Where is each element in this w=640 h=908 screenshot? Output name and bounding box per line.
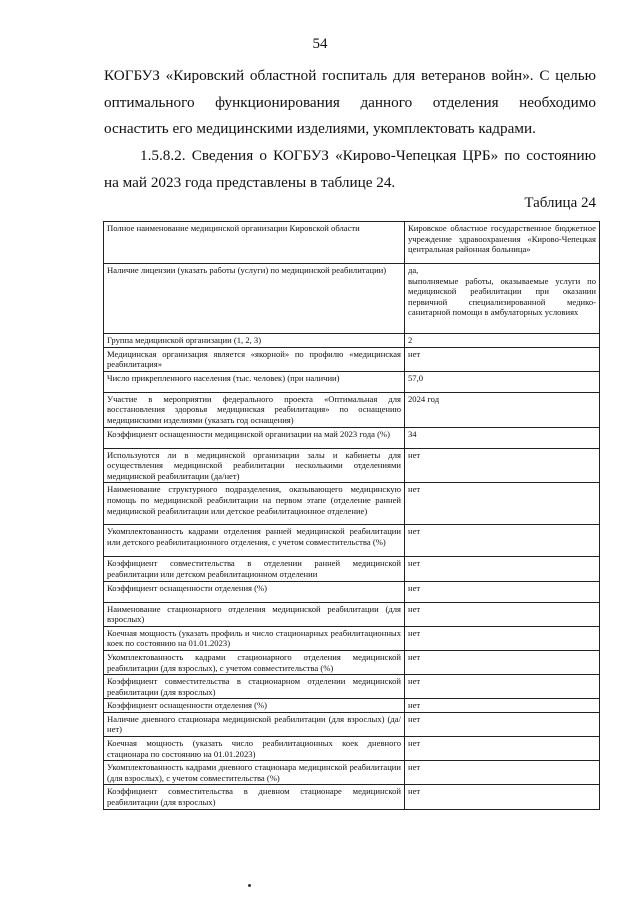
table-row bbox=[104, 557, 600, 581]
table-row bbox=[104, 264, 600, 334]
table-cell-value: нет bbox=[405, 581, 600, 602]
table-cell-label: Медицинская организация является «якорной» по профилю «медицинская реабилитация» bbox=[104, 347, 405, 371]
table-cell-value: нет bbox=[405, 347, 600, 371]
table-cell-value: 57,0 bbox=[405, 371, 600, 392]
table-cell-label: Коэффициент совместительства в стационарном отделении медицинской реабилитации (для взрослых) bbox=[104, 675, 405, 699]
table-row bbox=[104, 347, 600, 371]
table-cell-value: нет bbox=[405, 626, 600, 650]
table-cell-value: Кировское областное государственное бюджетное учреждение здравоохранения «Кирово-Чепецкая центральная районная больница» bbox=[405, 222, 600, 264]
table-row bbox=[104, 427, 600, 448]
data-table bbox=[103, 221, 600, 810]
table-cell-value: нет bbox=[405, 737, 600, 761]
table-row bbox=[104, 222, 600, 264]
table-row bbox=[104, 712, 600, 736]
scan-dot-mark bbox=[248, 884, 251, 887]
table-row bbox=[104, 392, 600, 427]
table-body bbox=[104, 222, 600, 810]
body-paragraph-2: 1.5.8.2. Сведения о КОГБУЗ «Кирово-Чепецкая ЦРБ» по состоянию на май 2023 года представлены в таблице 24. bbox=[104, 147, 596, 191]
table-cell-label: Наличие лицензии (указать работы (услуги) по медицинской реабилитации) bbox=[104, 264, 405, 334]
table-cell-label: Число прикрепленного населения (тыс. человек) (при наличии) bbox=[104, 371, 405, 392]
table-row bbox=[104, 602, 600, 626]
table-cell-value: да, выполняемые работы, оказываемые услуги по медицинской реабилитации при оказании первичной специализированной медико-санитарной помощи в амбулаторных условиях bbox=[405, 264, 600, 334]
table-cell-label: Используются ли в медицинской организации залы и кабинеты для осуществления медицинской реабилитации несколькими отделениями медицинской реабилитации (да/нет) bbox=[104, 448, 405, 483]
table-cell-value: нет bbox=[405, 699, 600, 713]
table-row bbox=[104, 737, 600, 761]
table-cell-value: 34 bbox=[405, 427, 600, 448]
table-cell-label: Коечная мощность (указать профиль и число стационарных реабилитационных коек по состоянию на 01.01.2023) bbox=[104, 626, 405, 650]
table-cell-label: Коэффициент совместительства в дневном стационаре медицинской реабилитации (для взрослых) bbox=[104, 785, 405, 809]
table-row bbox=[104, 650, 600, 674]
table-cell-label: Участие в мероприятии федерального проекта «Оптимальная для восстановления здоровья медицинская реабилитация» по оснащению медицинскими изделиями (указать год оснащения) bbox=[104, 392, 405, 427]
page-number: 54 bbox=[312, 36, 328, 52]
table-cell-label: Укомплектованность кадрами отделения ранней медицинской реабилитации или детского реабилитационного отделения, с учетом совместительства (%) bbox=[104, 525, 405, 557]
body-paragraph-1: КОГБУЗ «Кировский областной госпиталь для ветеранов войн». С целью оптимального функционирования данного отделения необходимо оснастить его медицинскими изделиями, укомплектовать кадрами. bbox=[104, 67, 596, 137]
table-cell-label: Укомплектованность кадрами стационарного отделения медицинской реабилитации (для взрослых), с учетом совместительства (%) bbox=[104, 650, 405, 674]
table-cell-value: 2 bbox=[405, 334, 600, 348]
table-cell-label: Наличие дневного стационара медицинской реабилитации (для взрослых) (да/нет) bbox=[104, 712, 405, 736]
table-cell-label: Коэффициент оснащенности отделения (%) bbox=[104, 699, 405, 713]
table-row bbox=[104, 761, 600, 785]
table-row bbox=[104, 525, 600, 557]
table-cell-label: Наименование структурного подразделения, оказывающего медицинскую помощь по медицинской реабилитации на первом этапе (отделение ранней медицинской реабилитации или детское реабилитационное отделение) bbox=[104, 483, 405, 525]
table-cell-label: Коэффициент оснащенности отделения (%) bbox=[104, 581, 405, 602]
table-row bbox=[104, 626, 600, 650]
table-cell-value: нет bbox=[405, 785, 600, 809]
table-cell-value: нет bbox=[405, 602, 600, 626]
table-row bbox=[104, 699, 600, 713]
table-cell-value: нет bbox=[405, 650, 600, 674]
table-row bbox=[104, 483, 600, 525]
table-cell-value: нет bbox=[405, 712, 600, 736]
table-row bbox=[104, 581, 600, 602]
table-cell-label: Коечная мощность (указать число реабилитационных коек дневного стационара по состоянию на 01.01.2023) bbox=[104, 737, 405, 761]
table-row bbox=[104, 334, 600, 348]
table-row bbox=[104, 371, 600, 392]
table-cell-label: Коэффициент совместительства в отделении ранней медицинской реабилитации или детском реабилитационном отделении bbox=[104, 557, 405, 581]
table-cell-value: нет bbox=[405, 525, 600, 557]
table-cell-label: Коэффициент оснащенности медицинской организации на май 2023 года (%) bbox=[104, 427, 405, 448]
table-cell-value: нет bbox=[405, 761, 600, 785]
table-row bbox=[104, 448, 600, 483]
table-cell-label: Наименование стационарного отделения медицинской реабилитации (для взрослых) bbox=[104, 602, 405, 626]
table-cell-value: нет bbox=[405, 675, 600, 699]
table-row bbox=[104, 675, 600, 699]
table-caption: Таблица 24 bbox=[524, 195, 596, 211]
table-cell-value: нет bbox=[405, 483, 600, 525]
table-cell-value: нет bbox=[405, 448, 600, 483]
table-cell-value: нет bbox=[405, 557, 600, 581]
table-cell-label: Группа медицинской организации (1, 2, 3) bbox=[104, 334, 405, 348]
table-cell-label: Укомплектованность кадрами дневного стационара медицинской реабилитации (для взрослых), с учетом совместительства (%) bbox=[104, 761, 405, 785]
table-cell-label: Полное наименование медицинской организации Кировской области bbox=[104, 222, 405, 264]
table-row bbox=[104, 785, 600, 809]
table-cell-value: 2024 год bbox=[405, 392, 600, 427]
